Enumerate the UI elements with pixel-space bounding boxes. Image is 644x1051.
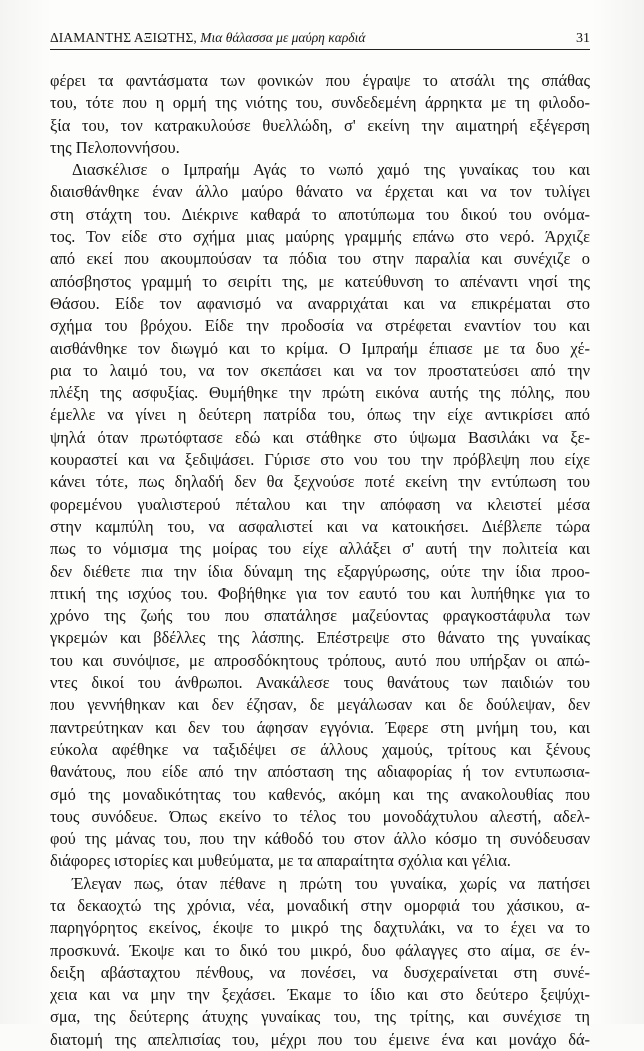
text-line: στην καμπύλη του, να ασφαλιστεί και να κατοικήσει. Διέβλεπε τώρα	[50, 516, 590, 536]
text-line: στη στάχτη του. Διέκρινε καθαρά το αποτύπωμα του δικού του ονόμα-	[50, 204, 590, 224]
text-line: σμα, της δεύτερης άτυχης γυναίκας του, της τρίτης, και συνέχισε τη	[50, 1007, 590, 1027]
text-line: δεν διέθετε πια την ίδια δύναμη της εξαργύρωσης, ούτε την ίδια προο-	[50, 561, 590, 581]
text-line: πλέξη της ασφυξίας. Θυμήθηκε την πρώτη εικόνα αυτής της πόλης, που	[50, 383, 590, 403]
text-line: δειξη αβάσταχτου πένθους, να πονέσει, να δυσχεραίνεται στη συνέ-	[50, 962, 590, 982]
book-title: Μια θάλασσα με μαύρη καρδιά	[200, 30, 366, 45]
text-line: τα δεκαοχτώ της χρόνια, νέα, μοναδική στην ομορφιά του χάσικου, α-	[50, 895, 590, 915]
text-line: ξία του, τον κατρακυλούσε θυελλώδη, σ' εκείνη την αιματηρή εξέγερση	[50, 115, 590, 135]
text-line: διάφορες ιστορίες και μυθεύματα, με τα απαραίτητα σχόλια και γέλια.	[50, 851, 511, 871]
page-number: 31	[576, 31, 590, 46]
text-line: γκρεμών και βδέλλες της λάσπης. Επέστρεψε στο θάνατο της γυναίκας	[50, 628, 590, 648]
header-left	[50, 30, 365, 46]
text-line: Έλεγαν πως, όταν πέθανε η πρώτη του γυναίκα, χωρίς να πατήσει	[72, 873, 590, 893]
text-line: φού της μάνας του, που την κάθοδό του στον άλλο κόσμο τη συνόδευσαν	[50, 829, 590, 849]
text-line: χεια και να μην την ξεχάσει. Έκαμε το ίδιο και στο δεύτερο ξεψύχι-	[50, 985, 590, 1005]
text-line: θανάτους, που είδε από την απόσταση της αδιαφορίας ή τον εντυπωσια-	[50, 762, 590, 782]
text-line: ρια το λαιμό του, να τον σκεπάσει και να τον προστατεύσει από την	[50, 360, 590, 380]
text-line: τος. Τον είδε στο σχήμα μιας μαύρης γραμμής επάνω στο νερό. Άρχιζε	[50, 227, 590, 247]
text-line: σμό της μοναδικότητας του καθενός, ακόμη και της ανακολουθίας που	[50, 784, 590, 804]
text-line: κουραστεί και να ξεδιψάσει. Γύρισε στο νου του την πρόβλεψη που είχε	[50, 450, 590, 470]
text-line: εύκολα αφέθηκε να ταξιδέψει σε άλλους χαμούς, τρίτους και ξένους	[50, 739, 590, 759]
text-line: ντες δικοί του άνθρωποι. Ανακάλεσε τους θανάτους των παιδιών του	[50, 673, 590, 693]
body-text	[50, 70, 590, 1051]
text-line: προσκυνά. Έκοψε και το δικό του μικρό, δυο φάλαγγες στο αίμα, σε έν-	[50, 940, 590, 960]
text-line: φέρει τα φαντάσματα των φονικών που έγραψε το ατσάλι της σπάθας	[50, 71, 590, 90]
text-line: του, τότε που η ορμή της νιότης του, συνδεδεμένη άρρηκτα με τη φιλοδο-	[50, 93, 590, 113]
text-line: απόσβηστος γραμμή το σειρίτι της, με κατεύθυνση το απέναντι νησί της	[50, 271, 590, 291]
text-line: σχήμα του βρόχου. Είδε την προδοσία να στρέφεται εναντίον του και	[50, 316, 590, 336]
text-line: αισθάνθηκε τον διωγμό και το κρίμα. Ο Ιμπραήμ έπιασε με τα δυο χέ-	[50, 338, 590, 358]
text-line: Διασκέλισε ο Ιμπραήμ Αγάς το νωπό χαμό της γυναίκας του και	[72, 160, 590, 180]
text-line: που γεννήθηκαν και δεν έζησαν, δε μεγάλωσαν και δε δούλεψαν, δεν	[50, 695, 590, 715]
text-line: της Πελοποννήσου.	[50, 137, 180, 157]
text-line: από εκεί που ακουμπούσαν τα πόδια του στην παραλία και συνέχιζε ο	[50, 249, 590, 269]
text-line: του και συνόψισε, με απροσδόκητους τρόπους, αυτό που υπήρξαν οι απώ-	[50, 650, 590, 670]
text-line: παρηγόρητος εκείνος, έκοψε το μικρό της δαχτυλάκι, να το έχει να το	[50, 918, 590, 938]
text-line: χρόνο της ζωής του που σπατάλησε μαζεύοντας φραγκοστάφυλα των	[50, 606, 590, 626]
text-line: πως το νόμισμα της μοίρας του είχε αλλάξει σ' αυτή την πολιτεία και	[50, 539, 590, 559]
text-line: παντρεύτηκαν και δεν του άφησαν εγγόνια. Έφερε στη μνήμη του, και	[50, 717, 590, 737]
text-line: κάνει τότε, πως δηλαδή δεν θα ξεχνούσε ποτέ εκείνη την εντύπωση του	[50, 472, 590, 492]
text-line: φορεμένου γυαλιστερού πέταλου και την απόφαση να κλειστεί μέσα	[50, 494, 590, 514]
text-line: Θάσου. Είδε τον αφανισμό να αναρριχάται και να επικρέμαται στο	[50, 293, 590, 313]
text-line: έμελλε να γίνει η δεύτερη πατρίδα του, όπως την είχε αντικρίσει από	[50, 405, 590, 425]
running-header	[50, 30, 590, 47]
text-line: τους συνόδευε. Όπως εκείνο το τέλος του μονοδάχτυλου αλεστή, αδελ-	[50, 806, 590, 826]
header-rule	[50, 49, 590, 50]
author-name: ΔΙΑΜΑΝΤΗΣ ΑΞΙΩΤΗΣ,	[50, 30, 197, 45]
text-line: διατομή της απελπισίας του, μέχρι που του έμεινε ένα και μονάχο δά-	[50, 1029, 590, 1049]
text-line: ψηλά όταν πρωτόφτασε εδώ και στάθηκε στο ύψωμα Βασιλάκι να ξε-	[50, 427, 590, 447]
text-line: πτική της ισχύος του. Φοβήθηκε για τον εαυτό του και λυπήθηκε για το	[50, 583, 590, 603]
text-line: διαισθάνθηκε έναν άλλο μαύρο θάνατο να έρχεται και να τον τυλίγει	[50, 182, 590, 202]
